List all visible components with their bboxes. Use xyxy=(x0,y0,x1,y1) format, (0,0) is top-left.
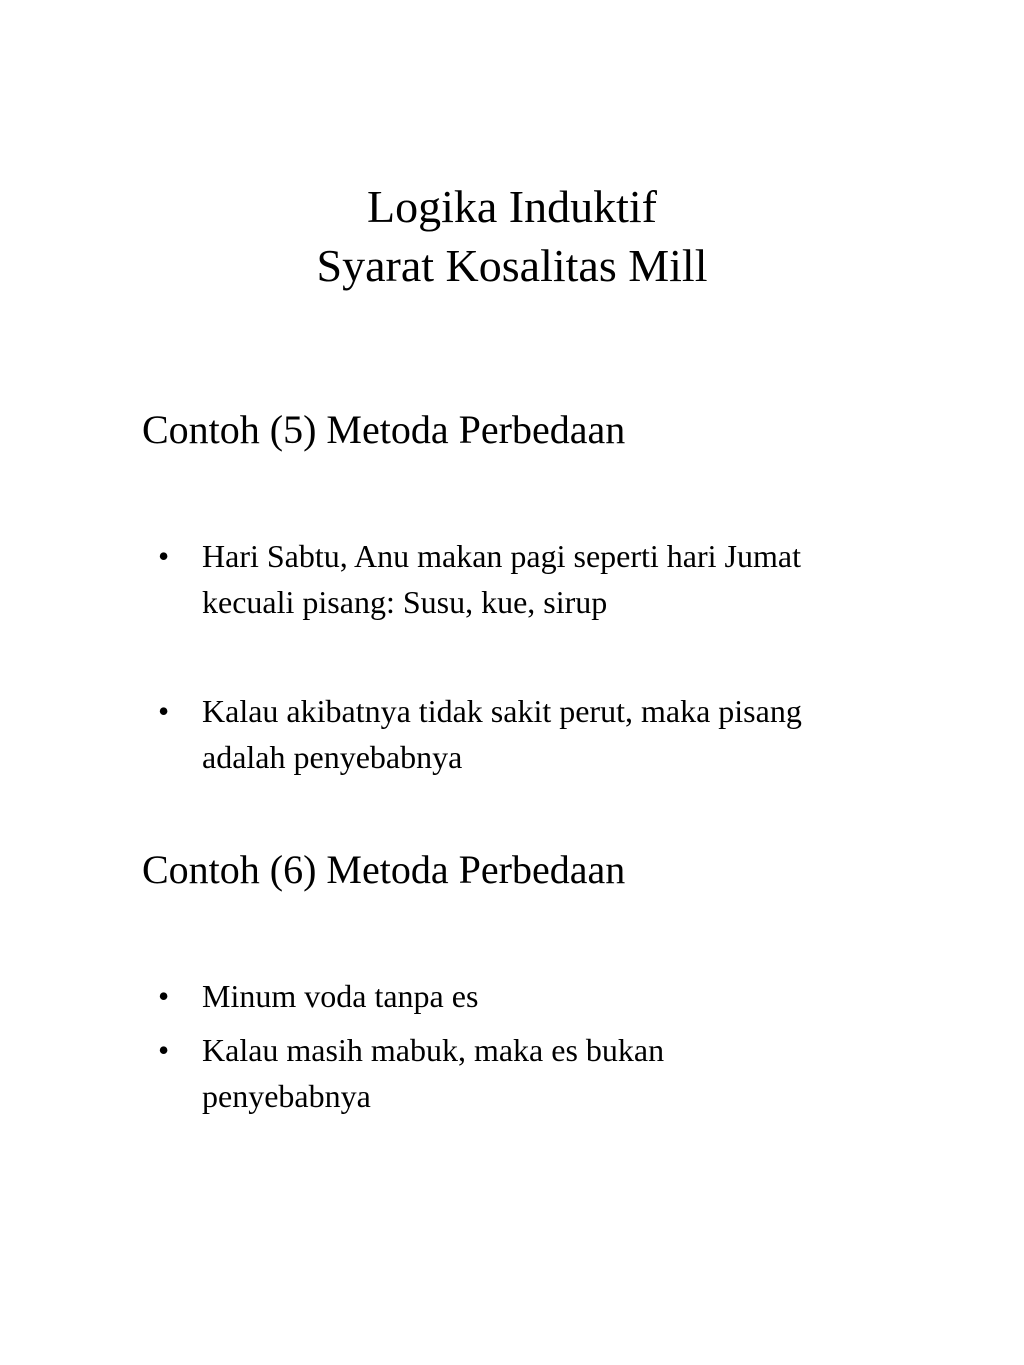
bullet-text xyxy=(202,973,938,1019)
bullet-text xyxy=(202,1027,938,1119)
bullet-text xyxy=(202,533,938,625)
slide-title-line-1: Logika Induktif xyxy=(367,181,657,232)
bullet-text-line: Minum voda tanpa es xyxy=(202,978,479,1014)
bullet-text-line: penyebabnya xyxy=(202,1078,371,1114)
bullet-text-line: adalah penyebabnya xyxy=(202,739,463,775)
bullet-item xyxy=(158,688,938,780)
bullet-marker: • xyxy=(158,978,170,1014)
bullet-marker: • xyxy=(158,1032,170,1068)
bullet-text xyxy=(202,688,938,780)
slide-title xyxy=(0,177,1024,295)
bullet-text-line: Kalau akibatnya tidak sakit perut, maka pisang xyxy=(202,693,802,729)
bullet-item xyxy=(158,533,938,625)
bullet-marker: • xyxy=(158,538,170,574)
bullet-text-line: kecuali pisang: Susu, kue, sirup xyxy=(202,584,608,620)
bullet-text-line: Hari Sabtu, Anu makan pagi seperti hari Jumat xyxy=(202,538,801,574)
section-heading-contoh-5: Contoh (5) Metoda Perbedaan xyxy=(142,407,626,452)
section-heading-contoh-6: Contoh (6) Metoda Perbedaan xyxy=(142,847,626,892)
bullet-item xyxy=(158,1027,938,1119)
bullet-item xyxy=(158,973,938,1019)
slide-title-line-2: Syarat Kosalitas Mill xyxy=(316,240,708,291)
bullet-marker: • xyxy=(158,693,170,729)
bullet-text-line: Kalau masih mabuk, maka es bukan xyxy=(202,1032,665,1068)
